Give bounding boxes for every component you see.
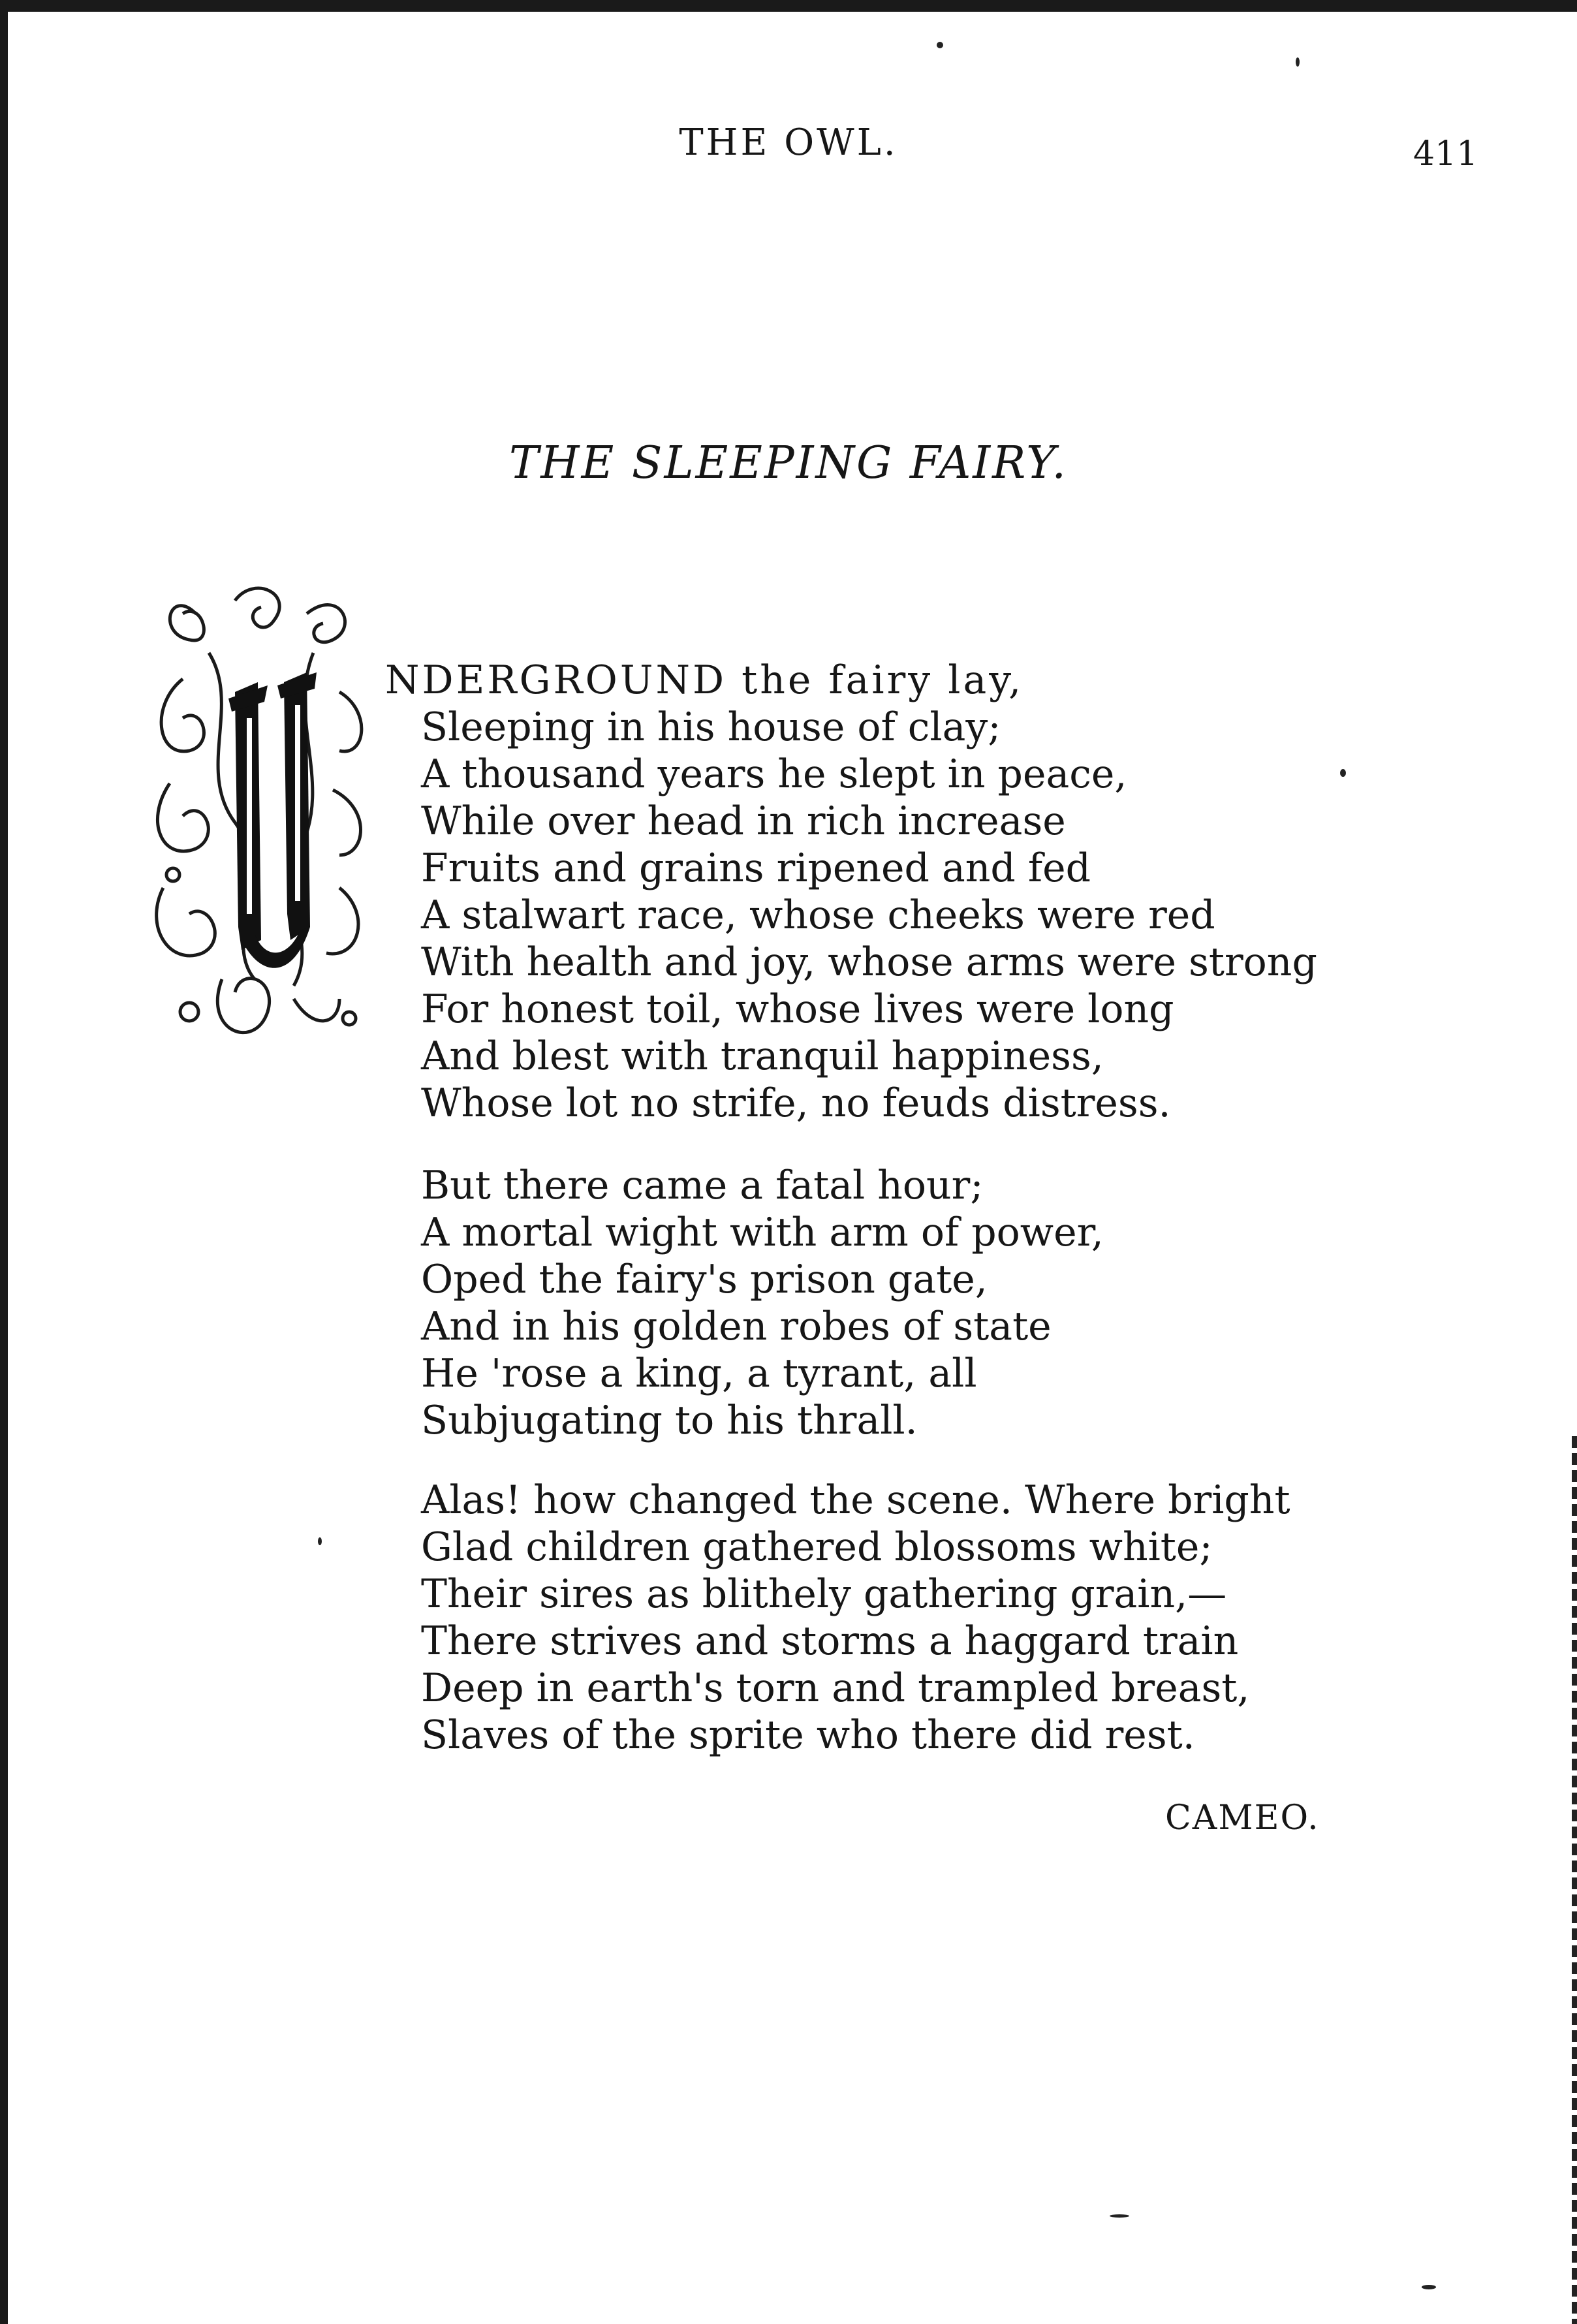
author-signature: CAMEO. <box>1165 1798 1320 1838</box>
poem-line: While over head in rich increase <box>421 798 1066 844</box>
poem-line: But there came a fatal hour; <box>421 1163 984 1208</box>
poem-line: He 'rose a king, a tyrant, all <box>421 1351 977 1396</box>
poem-line: Alas! how changed the scene. Where bright <box>421 1477 1290 1523</box>
scan-speck <box>937 42 943 48</box>
stanza-1 <box>385 657 1317 1127</box>
ornamental-initial-u <box>144 574 379 1058</box>
poem-line: Whose lot no strife, no feuds distress. <box>421 1080 1171 1126</box>
poem-line: NDERGROUND the fairy lay, <box>385 657 1024 703</box>
page-number: 411 <box>1413 134 1478 174</box>
poem-line: And in his golden robes of state <box>421 1304 1052 1349</box>
poem-line: Oped the fairy's prison gate, <box>421 1257 988 1302</box>
scan-top-edge <box>0 0 1577 12</box>
poem-line: With health and joy, whose arms were strong <box>421 939 1317 985</box>
running-head: THE OWL. <box>679 121 898 164</box>
poem-line: For honest toil, whose lives were long <box>421 986 1174 1032</box>
scan-speck <box>318 1537 322 1545</box>
poem-line: There strives and storms a haggard train <box>421 1618 1239 1664</box>
stanza-3 <box>421 1477 1290 1759</box>
poem-line: Deep in earth's torn and trampled breast, <box>421 1665 1250 1711</box>
poem-line: Subjugating to his thrall. <box>421 1398 918 1443</box>
poem-line: A mortal wight with arm of power, <box>421 1210 1104 1255</box>
poem-line: Sleeping in his house of clay; <box>421 704 1001 750</box>
scan-left-edge <box>0 0 8 2324</box>
scan-speck <box>1110 2214 1129 2218</box>
scan-speck <box>1422 2285 1436 2289</box>
poem-line: Their sires as blithely gathering grain,— <box>421 1571 1227 1617</box>
poem-line: And blest with tranquil happiness, <box>421 1033 1104 1079</box>
poem-line: Fruits and grains ripened and fed <box>421 845 1091 891</box>
poem-line: A stalwart race, whose cheeks were red <box>421 892 1215 938</box>
scan-right-edge <box>1572 1436 1577 2324</box>
scan-speck <box>1340 769 1346 777</box>
scan-speck <box>1296 57 1300 67</box>
poem-title: THE SLEEPING FAIRY. <box>508 437 1069 489</box>
poem-line: A thousand years he slept in peace, <box>421 751 1127 797</box>
poem-line: Slaves of the sprite who there did rest. <box>421 1712 1195 1758</box>
stanza-2 <box>421 1162 1104 1444</box>
poem-line: Glad children gathered blossoms white; <box>421 1524 1213 1570</box>
